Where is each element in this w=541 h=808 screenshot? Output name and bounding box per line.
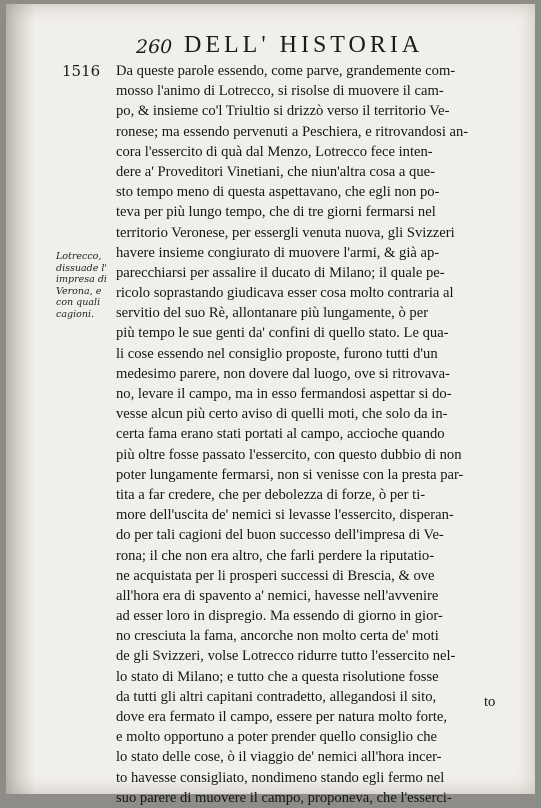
text-line: cora l'essercito di quà dal Menzo, Lotrecco fece inten- — [116, 143, 433, 160]
marginal-note-line: cagioni. — [56, 308, 94, 320]
marginal-note-line: impresa di — [56, 274, 107, 285]
text-line: mosso l'animo di Lotrecco, si risolse di muovere il cam- — [116, 83, 444, 100]
text-line: servitio del suo Rè, allontanare più lungamente, ò per — [116, 305, 429, 322]
text-line: certa fama erano stati portati al campo, accioche quando — [116, 426, 445, 443]
text-line: territorio Veronese, per essergli venuta nuova, gli Svizzeri — [116, 224, 455, 241]
text-line: teva per più lungo tempo, che di tre giorni fermarsi nel — [116, 204, 436, 221]
running-title: DELL' HISTORIA — [184, 32, 424, 58]
text-line: sto tempo meno di questa aspettavano, che egli non po- — [116, 184, 440, 201]
text-line: ronese; ma essendo pervenuti a Peschiera, e ritrovandosi an- — [116, 123, 469, 140]
text-line: più tempo le sue genti da' confini di quello stato. Le qua- — [116, 325, 449, 342]
text-line: Da queste parole essendo, come parve, grandemente com- — [116, 63, 456, 79]
text-line: li cose essendo nel consiglio proposte, furono tutti d'un — [116, 345, 438, 362]
text-line: more dell'uscita de' nemici si levasse l'essercito, disperan- — [116, 507, 454, 524]
text-line: po, & insieme co'l Triultio si drizzò verso il territorio Ve- — [116, 103, 450, 120]
marginal-note-line: Lotrecco, — [56, 251, 102, 262]
text-line: suo parere di muovere il campo, proponeva, che l'esserci- — [116, 789, 452, 806]
text-line: medesimo parere, non dovere dal luogo, ove si ritrovava- — [116, 365, 450, 382]
book-page — [6, 4, 535, 806]
text-line: e molto opportuno a poter prender quello consiglio che — [116, 729, 437, 746]
text-line: no cresciuta la fama, ancorche non molto certa de' moti — [116, 628, 439, 645]
text-line: più oltre fosse passato l'essercito, con questo dubbio di non — [116, 446, 462, 463]
text-line: all'hora era di spavento a' nemici, havesse nell'avvenire — [116, 587, 439, 604]
body-text — [116, 61, 516, 808]
text-line: vesse alcun più certo aviso di quelli moti, che solo da in- — [116, 406, 448, 423]
text-line: do per tali cagioni del buon successo dell'impresa di Ve- — [116, 527, 444, 544]
year-marker: 1516 — [62, 62, 101, 80]
text-line: poter lungamente fermarsi, non si venisse con la presta par- — [116, 466, 464, 483]
text-line: dove era fermato il campo, essere per natura molto forte, — [116, 709, 448, 725]
marginal-note — [56, 251, 118, 320]
catchword: to — [484, 694, 496, 710]
text-line: lo stato delle cose, ò il viaggio de' nemici all'hora incer- — [116, 749, 442, 766]
text-line: tita a far credere, che per debolezza di forze, ò per ti- — [116, 486, 426, 503]
text-line: lo stato di Milano; e tutto che a questa risolutione fosse — [116, 668, 439, 685]
marginal-note-line: dissuade l' — [56, 262, 108, 274]
text-line: de gli Svizzeri, volse Lotrecco ridurre tutto l'essercito nel- — [116, 648, 456, 665]
running-head — [6, 30, 535, 58]
text-line: da tutti gli altri capitani contradetto, allegandosi il sito, — [116, 688, 437, 705]
text-line: parecchiarsi per assalire il ducato di Milano; il quale pe- — [116, 264, 445, 281]
text-line: rona; il che non era altro, che farli perdere la riputatio- — [116, 547, 435, 564]
text-line: ad esser loro in dispregio. Ma essendo di giorno in gior- — [116, 608, 443, 625]
page-gutter-shadow — [6, 4, 36, 794]
text-line: ne acquistata per li prosperi successi di Brescia, & ove — [116, 567, 435, 584]
marginal-note-line: Verona, e — [56, 285, 102, 297]
text-line: dere a' Proveditori Vinetiani, che niun'altra cosa a que- — [116, 163, 435, 180]
marginal-note-line: con quali — [56, 297, 101, 308]
text-line: ricolo soprastando giudicava esser cosa molto contraria al — [116, 285, 454, 302]
text-line: havere insieme congiurato di muovere l'armi, & già ap- — [116, 244, 440, 261]
text-line: no, levare il campo, ma in esso fermandosi aspettar si do- — [116, 386, 452, 402]
page-number: 260 — [136, 36, 173, 58]
text-line: to havesse consigliato, nondimeno stando egli fermo nel — [116, 769, 445, 786]
